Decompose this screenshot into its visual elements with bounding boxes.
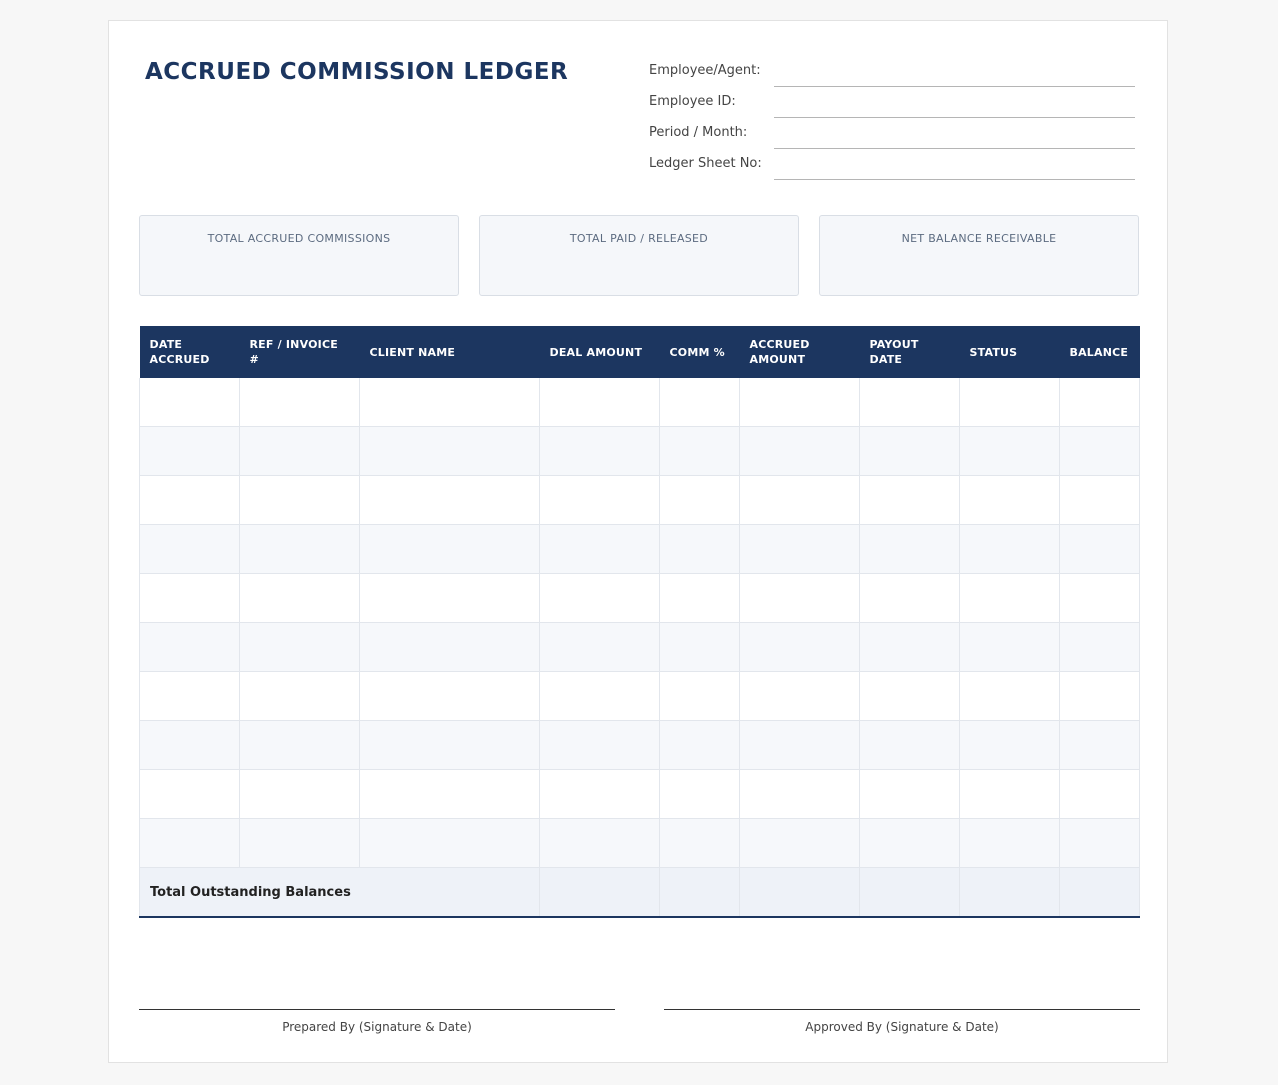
table-cell[interactable] — [1060, 721, 1140, 770]
field-ledger-sheet-no — [649, 154, 1135, 185]
column-header-balance: BALANCE — [1060, 326, 1140, 378]
table-cell[interactable] — [360, 623, 540, 672]
table-cell[interactable] — [540, 623, 660, 672]
column-header-comm-percent: COMM % — [660, 326, 740, 378]
table-cell[interactable] — [360, 819, 540, 868]
table-cell[interactable] — [1060, 378, 1140, 427]
table-cell[interactable] — [860, 476, 960, 525]
table-cell[interactable] — [660, 525, 740, 574]
total-outstanding-label: Total Outstanding Balances — [140, 868, 540, 918]
table-cell[interactable] — [140, 721, 240, 770]
table-cell[interactable] — [140, 427, 240, 476]
table-cell[interactable] — [540, 525, 660, 574]
table-cell[interactable] — [660, 819, 740, 868]
table-cell[interactable] — [140, 672, 240, 721]
column-header-accrued-amount: ACCRUED AMOUNT — [740, 326, 860, 378]
total-payout-date-cell[interactable] — [860, 868, 960, 918]
table-cell[interactable] — [360, 770, 540, 819]
field-label: Employee ID: — [649, 94, 736, 109]
table-cell[interactable] — [240, 819, 360, 868]
table-cell[interactable] — [740, 623, 860, 672]
table-cell[interactable] — [860, 525, 960, 574]
table-row — [140, 721, 1140, 770]
table-row — [140, 672, 1140, 721]
commission-ledger-table — [139, 326, 1140, 918]
table-cell[interactable] — [860, 378, 960, 427]
table-cell[interactable] — [860, 819, 960, 868]
field-employee-agent — [649, 61, 1135, 92]
ledger-sheet-no-input-line[interactable] — [774, 179, 1135, 180]
table-cell[interactable] — [540, 574, 660, 623]
total-status-cell[interactable] — [960, 868, 1060, 918]
table-cell[interactable] — [740, 819, 860, 868]
table-cell[interactable] — [660, 672, 740, 721]
table-cell[interactable] — [540, 427, 660, 476]
table-cell[interactable] — [660, 476, 740, 525]
table-cell[interactable] — [140, 819, 240, 868]
table-cell[interactable] — [540, 770, 660, 819]
total-row — [140, 868, 1140, 918]
table-cell[interactable] — [860, 672, 960, 721]
table-cell[interactable] — [140, 574, 240, 623]
table-cell[interactable] — [660, 427, 740, 476]
table-row — [140, 476, 1140, 525]
total-comm-percent-cell[interactable] — [660, 868, 740, 918]
table-row — [140, 378, 1140, 427]
table-cell[interactable] — [240, 378, 360, 427]
table-cell[interactable] — [240, 721, 360, 770]
table-cell[interactable] — [540, 476, 660, 525]
table-cell[interactable] — [740, 476, 860, 525]
table-cell[interactable] — [960, 574, 1060, 623]
table-cell[interactable] — [1060, 427, 1140, 476]
summary-box-total-accrued — [139, 215, 459, 296]
table-cell[interactable] — [140, 525, 240, 574]
table-row — [140, 525, 1140, 574]
prepared-by-signature-line[interactable] — [139, 1009, 615, 1034]
table-cell[interactable] — [1060, 476, 1140, 525]
table-cell[interactable] — [860, 770, 960, 819]
table-cell[interactable] — [660, 770, 740, 819]
field-period-month — [649, 123, 1135, 154]
table-cell[interactable] — [1060, 770, 1140, 819]
field-employee-id — [649, 92, 1135, 123]
table-cell[interactable] — [1060, 525, 1140, 574]
summary-box-net-balance — [819, 215, 1139, 296]
table-cell[interactable] — [960, 623, 1060, 672]
table-cell[interactable] — [860, 623, 960, 672]
table-cell[interactable] — [140, 623, 240, 672]
prepared-by-label: Prepared By (Signature & Date) — [282, 1020, 472, 1034]
total-balance-cell[interactable] — [1060, 868, 1140, 918]
summary-label: NET BALANCE RECEIVABLE — [901, 232, 1057, 245]
table-cell[interactable] — [360, 672, 540, 721]
summary-box-total-paid — [479, 215, 799, 296]
column-header-ref-invoice: REF / INVOICE # — [240, 326, 360, 378]
field-label: Period / Month: — [649, 125, 748, 140]
table-cell[interactable] — [740, 770, 860, 819]
table-cell[interactable] — [660, 574, 740, 623]
employee-id-input-line[interactable] — [774, 117, 1135, 118]
table-cell[interactable] — [240, 476, 360, 525]
table-cell[interactable] — [540, 721, 660, 770]
table-cell[interactable] — [140, 378, 240, 427]
approved-by-label: Approved By (Signature & Date) — [805, 1020, 999, 1034]
period-month-input-line[interactable] — [774, 148, 1135, 149]
ledger-body — [140, 378, 1140, 868]
table-cell[interactable] — [660, 378, 740, 427]
column-header-payout-date: PAYOUT DATE — [860, 326, 960, 378]
table-cell[interactable] — [1060, 623, 1140, 672]
table-row — [140, 770, 1140, 819]
table-cell[interactable] — [360, 574, 540, 623]
table-cell[interactable] — [860, 721, 960, 770]
summary-label: TOTAL PAID / RELEASED — [569, 232, 709, 245]
table-cell[interactable] — [360, 525, 540, 574]
table-cell[interactable] — [960, 770, 1060, 819]
employee-agent-input-line[interactable] — [774, 86, 1135, 87]
table-cell[interactable] — [140, 770, 240, 819]
total-accrued-amount-cell[interactable] — [740, 868, 860, 918]
table-cell[interactable] — [360, 378, 540, 427]
table-row — [140, 623, 1140, 672]
table-cell[interactable] — [860, 574, 960, 623]
ledger-sheet — [108, 20, 1168, 1063]
table-cell[interactable] — [360, 427, 540, 476]
table-cell[interactable] — [740, 672, 860, 721]
table-cell[interactable] — [660, 721, 740, 770]
table-cell[interactable] — [960, 476, 1060, 525]
column-header-date-accrued: DATE ACCRUED — [140, 326, 240, 378]
table-cell[interactable] — [960, 378, 1060, 427]
table-cell[interactable] — [360, 476, 540, 525]
table-cell[interactable] — [140, 476, 240, 525]
table-cell[interactable] — [740, 721, 860, 770]
column-header-deal-amount: DEAL AMOUNT — [540, 326, 660, 378]
table-cell[interactable] — [860, 427, 960, 476]
table-row — [140, 427, 1140, 476]
column-header-client-name: CLIENT NAME — [360, 326, 540, 378]
employee-info-fields — [649, 61, 1135, 185]
table-cell[interactable] — [660, 623, 740, 672]
table-cell[interactable] — [740, 525, 860, 574]
table-cell[interactable] — [240, 623, 360, 672]
table-cell[interactable] — [360, 721, 540, 770]
table-cell[interactable] — [540, 672, 660, 721]
table-cell[interactable] — [240, 672, 360, 721]
table-cell[interactable] — [240, 427, 360, 476]
table-cell[interactable] — [540, 819, 660, 868]
summary-label: TOTAL ACCRUED COMMISSIONS — [207, 232, 391, 245]
table-row — [140, 819, 1140, 868]
table-cell[interactable] — [1060, 819, 1140, 868]
table-cell[interactable] — [740, 427, 860, 476]
table-cell[interactable] — [960, 721, 1060, 770]
total-deal-amount-cell[interactable] — [540, 868, 660, 918]
table-cell[interactable] — [960, 819, 1060, 868]
page-title: ACCRUED COMMISSION LEDGER — [145, 59, 569, 85]
field-label: Employee/Agent: — [649, 63, 761, 78]
table-cell[interactable] — [240, 525, 360, 574]
column-header-status: STATUS — [960, 326, 1060, 378]
table-cell[interactable] — [240, 574, 360, 623]
table-cell[interactable] — [960, 672, 1060, 721]
table-cell[interactable] — [740, 378, 860, 427]
field-label: Ledger Sheet No: — [649, 156, 762, 171]
table-cell[interactable] — [240, 770, 360, 819]
table-cell[interactable] — [740, 574, 860, 623]
table-row — [140, 574, 1140, 623]
table-cell[interactable] — [960, 525, 1060, 574]
table-cell[interactable] — [1060, 574, 1140, 623]
table-cell[interactable] — [540, 378, 660, 427]
approved-by-signature-line[interactable] — [664, 1009, 1140, 1034]
table-cell[interactable] — [960, 427, 1060, 476]
table-cell[interactable] — [1060, 672, 1140, 721]
table-header-row — [140, 326, 1140, 378]
